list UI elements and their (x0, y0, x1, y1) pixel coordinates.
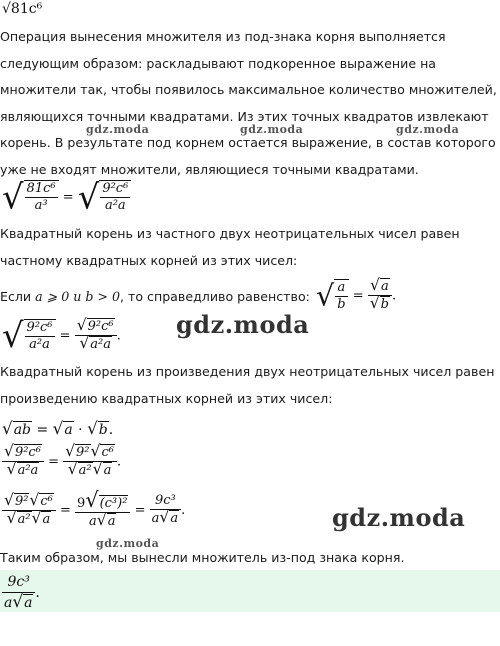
equation-2: √ $\frac{\text{9²c⁶}}{\text{a²a}}$ = $\frac{\text{√9²c⁶}}{\text{√a²a}}$ . (2, 315, 121, 355)
paragraph-factor-out: Операция вынесения множителя из под-знака корня выполняется следующим образом: раскладывают подкоренное выражение на множители так, чтобы появилось максимальное количество множителей, являющихся точными квадратами. Из этих точных квадратов извлекают корень. В результате под корнем остается выражение, в состав которого уже не входят множители, являющиеся точными квадратами. (0, 29, 497, 177)
watermark: gdz.moda (96, 537, 160, 550)
paragraph-product-root: Квадратный корень из произведения двух неотрицательных чисел равен произведению квадратных корней из этих чисел: (0, 364, 495, 406)
quotient-rule: √ $\frac{a}{b}$ = $\frac{√a}{√b}$ . (316, 276, 397, 313)
watermark: gdz.moda (240, 123, 304, 136)
watermark: gdz.moda (396, 123, 460, 136)
paragraph-quotient-root: Квадратный корень из частного двух неотрицательных чисел равен частному квадратных корней из этих чисел: (0, 226, 460, 268)
answer-formula: $\frac{\text{9c³}}{a√a}$ . (4, 574, 40, 611)
watermark: gdz.moda (176, 310, 310, 339)
paragraph-condition: Если a ⩾ 0 и b > 0, то справедливо равенство: (0, 289, 310, 304)
top-formula (2, 2, 42, 16)
equation-3: $\frac{\text{√9²c⁶}}{\text{√a²a}}$ = $\frac{\text{√9²√c⁶}}{\text{√a²√a}}$ . (4, 442, 122, 479)
equation-4: $\frac{\text{√9²√c⁶}}{\text{√a²√a}}$ = $\frac{\text{9√(c³)²}}{a√a}$ = $\frac{\text{9c³}}{a√a}$ . (4, 488, 186, 530)
watermark: gdz.moda (86, 123, 150, 136)
answer-box (0, 570, 500, 612)
watermark: gdz.moda (332, 503, 466, 532)
paragraph-conclusion: Таким образом, мы вынесли множитель из-под знака корня. (0, 550, 405, 565)
top-formula-text: √81c⁶ (2, 1, 43, 17)
equation-1: √ $\frac{\text{81c⁶}}{\text{a³}}$ = √ $\frac{\text{9²c⁶}}{\text{a²a}}$ (2, 180, 131, 215)
product-rule: √ab = √a · √b. (2, 418, 114, 438)
